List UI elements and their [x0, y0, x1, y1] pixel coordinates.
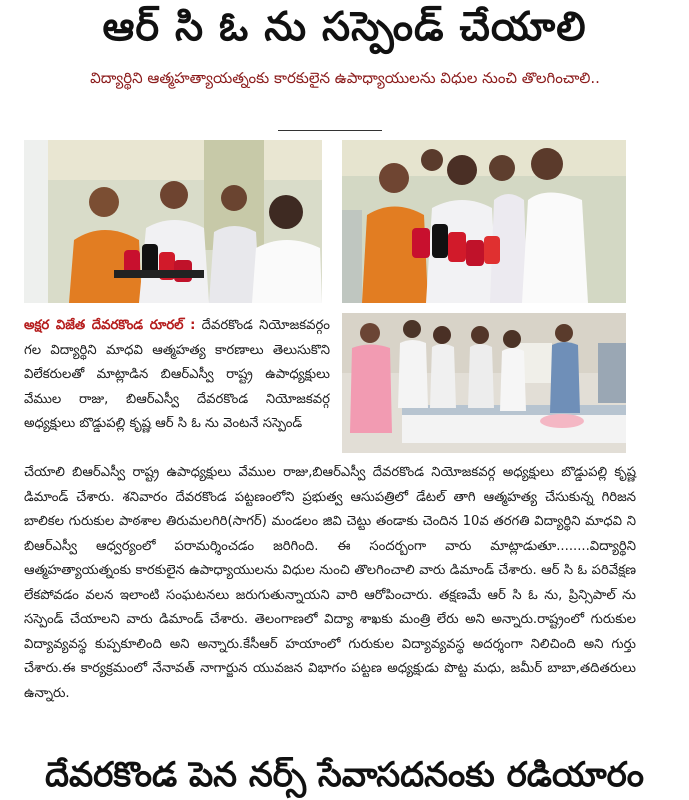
article-lead-paragraph	[24, 314, 330, 437]
press-meet-photo-1	[24, 140, 322, 303]
article-byline: అక్షర విజేత దేవరకొండ రూరల్ :	[24, 318, 196, 333]
next-article-headline: దేవరకొండ పెన నర్స్ సేవాసదనంకు రడియారం	[45, 755, 644, 795]
article-subhead: విద్యార్థిని ఆత్మహత్యాయత్నంకు కారకులైన ఉపాధ్యాయులను విధుల నుంచి తొలగించాలి..	[90, 69, 600, 87]
article-headline: ఆర్ సి ఓ ను సస్పెండ్ చేయాలి	[102, 4, 587, 50]
article-body-paragraph: చేయాలి బిఆర్ఎస్వీ రాష్ట్ర ఉపాధ్యక్షులు వేముల రాజు,బిఆర్ఎస్వీ దేవరకొండ నియోజకవర్గ అధ్యక్షులు బొడ్డుపల్లి కృష్ణ డిమాండ్ చేశారు. శనివారం దేవరకొండ పట్టణంలోని ప్రభుత్వ ఆసుపత్రిలో డేటల్ తాగి ఆత్మహత్య చేసుకున్న గిరిజన బాలికల గురుకుల పాఠశాల తిరుమలగిరి(సాగర్) మండలం జివి చెట్టు తండాకు చెందిన 10వ తరగతి విద్యార్థిని మాధవి ని బిఆర్ఎస్వీ ఆధ్వర్యంలో పరామర్శించడం జరిగింది. ఈ సందర్బంగా వారు మాట్లాడుతూ........విద్యార్థిని ఆత్మహత్యాయత్నంకు కారకులైన ఉపాధ్యాయులను విధుల నుంచి తొలగించాలి వారు డిమాండ్ చేశారు. ఆర్ సి ఓ పరివేక్షణ లేకపోవడం వలన ఇలాంటి సంఘటనలు జరుగుతున్నాయని వారి ఆరోపించారు. తక్షణమే ఆర్ సి ఓ ను, ప్రిన్సిపాల్ ను సస్పెండ్ చేయాలని వారు డిమాండ్ చేశారు. తెలంగాణలో విద్యా శాఖకు మంత్రి లేరు అని అన్నారు.రాష్ట్రంలో గురుకుల విద్యావ్యవస్థ కుప్పకూలింది అని అన్నారు.కేసీఆర్ హయాంలో గురుకుల విద్యావ్యవస్థ అదర్శంగా నిలిచింది అని గుర్తు చేశారు.ఈ కార్యక్రమంలో నేనావత్ నాగార్జున యువజన విభాగం పట్టణ అధ్యక్షుడు పొట్ట మధు, జమీర్ బాబా,తదితరులు ఉన్నారు.	[24, 465, 636, 701]
hospital-visit-photo	[342, 313, 626, 453]
press-meet-photo-2	[342, 140, 626, 303]
subhead-divider	[278, 130, 382, 131]
article-lead-text: దేవరకొండ నియోజకవర్గం గల విద్యార్థిని మాధవి ఆత్మహత్య కారణాలు తెలుసుకొని విలేకరులతో మాట్లాడిన బిఆర్ఎస్వీ రాష్ట్ర ఉపాధ్యక్షులు వేముల రాజు, బిఆర్ఎస్వీ దేవరకొండ నియోజకవర్గ అధ్యక్షులు బొడ్డుపల్లి కృష్ణ ఆర్ సి ఓ ను వెంటనే సస్పెండ్	[24, 318, 330, 431]
